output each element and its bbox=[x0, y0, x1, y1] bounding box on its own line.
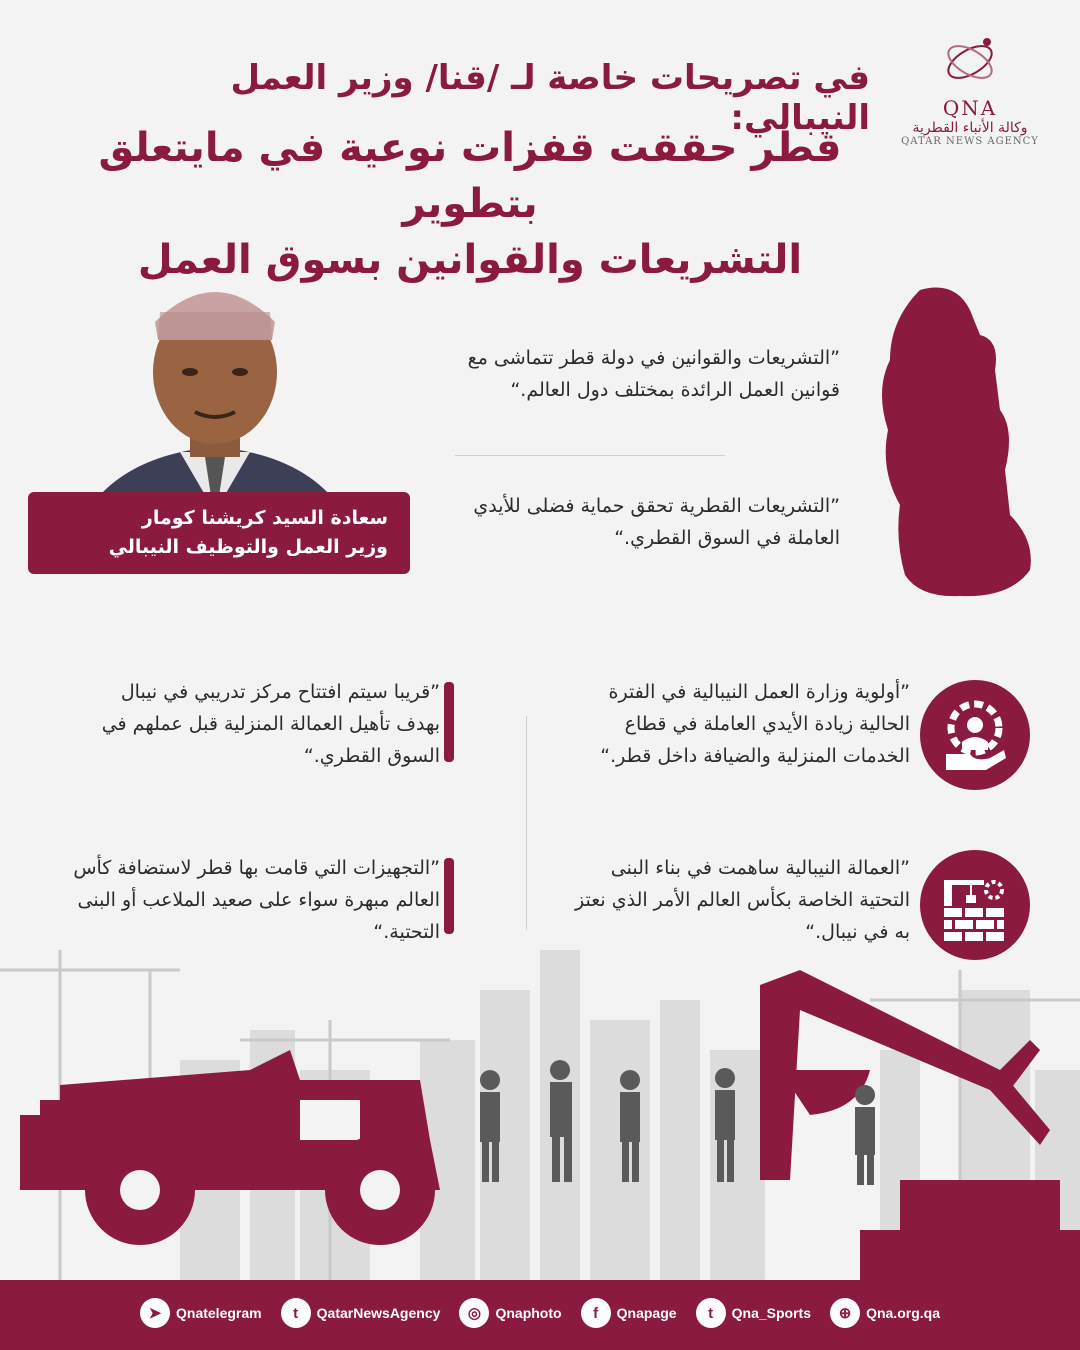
globe-icon: ⊕ bbox=[830, 1298, 860, 1328]
worker-gear-icon bbox=[920, 680, 1030, 790]
logo-abbr: QNA bbox=[942, 96, 998, 120]
quote-6: ”التجهيزات التي قامت بها قطر لاستضافة كأس العالم مبهرة سواء على صعيد الملاعب أو البنى التحتية.“ bbox=[73, 857, 440, 943]
minister-caption bbox=[28, 492, 410, 574]
social-label: Qnatelegram bbox=[176, 1305, 262, 1321]
qatar-map-icon bbox=[860, 280, 1045, 600]
divider bbox=[455, 455, 725, 456]
vertical-divider bbox=[526, 716, 527, 930]
social-telegram[interactable] bbox=[140, 1298, 262, 1328]
social-twitter-sports[interactable] bbox=[696, 1298, 811, 1328]
social-label: Qna_Sports bbox=[731, 1305, 811, 1321]
minister-name: سعادة السيد كريشنا كومار bbox=[141, 507, 388, 529]
qna-logo bbox=[900, 30, 1040, 160]
quote-5: ”العمالة النيبالية ساهمت في بناء البنى التحتية الخاصة بكأس العالم الأمر الذي نعتز به في نيبال.“ bbox=[575, 857, 910, 943]
quote-4: ”قريبا سيتم افتتاح مركز تدريبي في نيبال بهدف تأهيل العمالة المنزلية قبل عملهم في السوق القطري.“ bbox=[101, 681, 440, 767]
header-line-2: قطر حققت قفزات نوعية في مايتعلق بتطوير bbox=[98, 125, 842, 227]
twitter-icon: t bbox=[696, 1298, 726, 1328]
social-label: Qnapage bbox=[616, 1305, 677, 1321]
social-label: Qna.org.qa bbox=[866, 1305, 940, 1321]
quote-accent-bar bbox=[444, 682, 454, 762]
quote-3: ”أولوية وزارة العمل النيبالية في الفترة الحالية زيادة الأيدي العاملة في قطاع الخدمات المنزلية والضيافة داخل قطر.“ bbox=[600, 681, 910, 767]
qna-emblem-icon bbox=[935, 30, 1005, 90]
twitter-icon: t bbox=[281, 1298, 311, 1328]
header-line-3: التشريعات والقوانين بسوق العمل bbox=[137, 237, 803, 283]
quote-1: ”التشريعات والقوانين في دولة قطر تتماشى مع قوانين العمل الرائدة بمختلف دول العالم.“ bbox=[467, 347, 840, 401]
logo-arabic: وكالة الأنباء القطرية bbox=[912, 120, 1028, 136]
telegram-icon: ➤ bbox=[140, 1298, 170, 1328]
social-instagram[interactable] bbox=[459, 1298, 561, 1328]
quote-2: ”التشريعات القطرية تحقق حماية فضلى للأيدي العاملة في السوق القطري.“ bbox=[473, 495, 840, 549]
social-label: Qnaphoto bbox=[495, 1305, 562, 1321]
social-links bbox=[140, 1290, 940, 1336]
facebook-icon: f bbox=[581, 1298, 611, 1328]
social-label: QatarNewsAgency bbox=[316, 1305, 441, 1321]
header-line-1: في تصريحات خاصة لـ /قنا/ وزير العمل النيبالي: bbox=[230, 58, 870, 138]
instagram-icon: ◎ bbox=[459, 1298, 489, 1328]
quote-accent-bar bbox=[444, 858, 454, 934]
social-facebook[interactable] bbox=[581, 1298, 677, 1328]
social-twitter[interactable] bbox=[281, 1298, 441, 1328]
social-website[interactable] bbox=[830, 1298, 940, 1328]
minister-title: وزير العمل والتوظيف النيبالي bbox=[108, 536, 388, 558]
logo-english: QATAR NEWS AGENCY bbox=[901, 136, 1039, 147]
construction-scene bbox=[0, 930, 1080, 1280]
